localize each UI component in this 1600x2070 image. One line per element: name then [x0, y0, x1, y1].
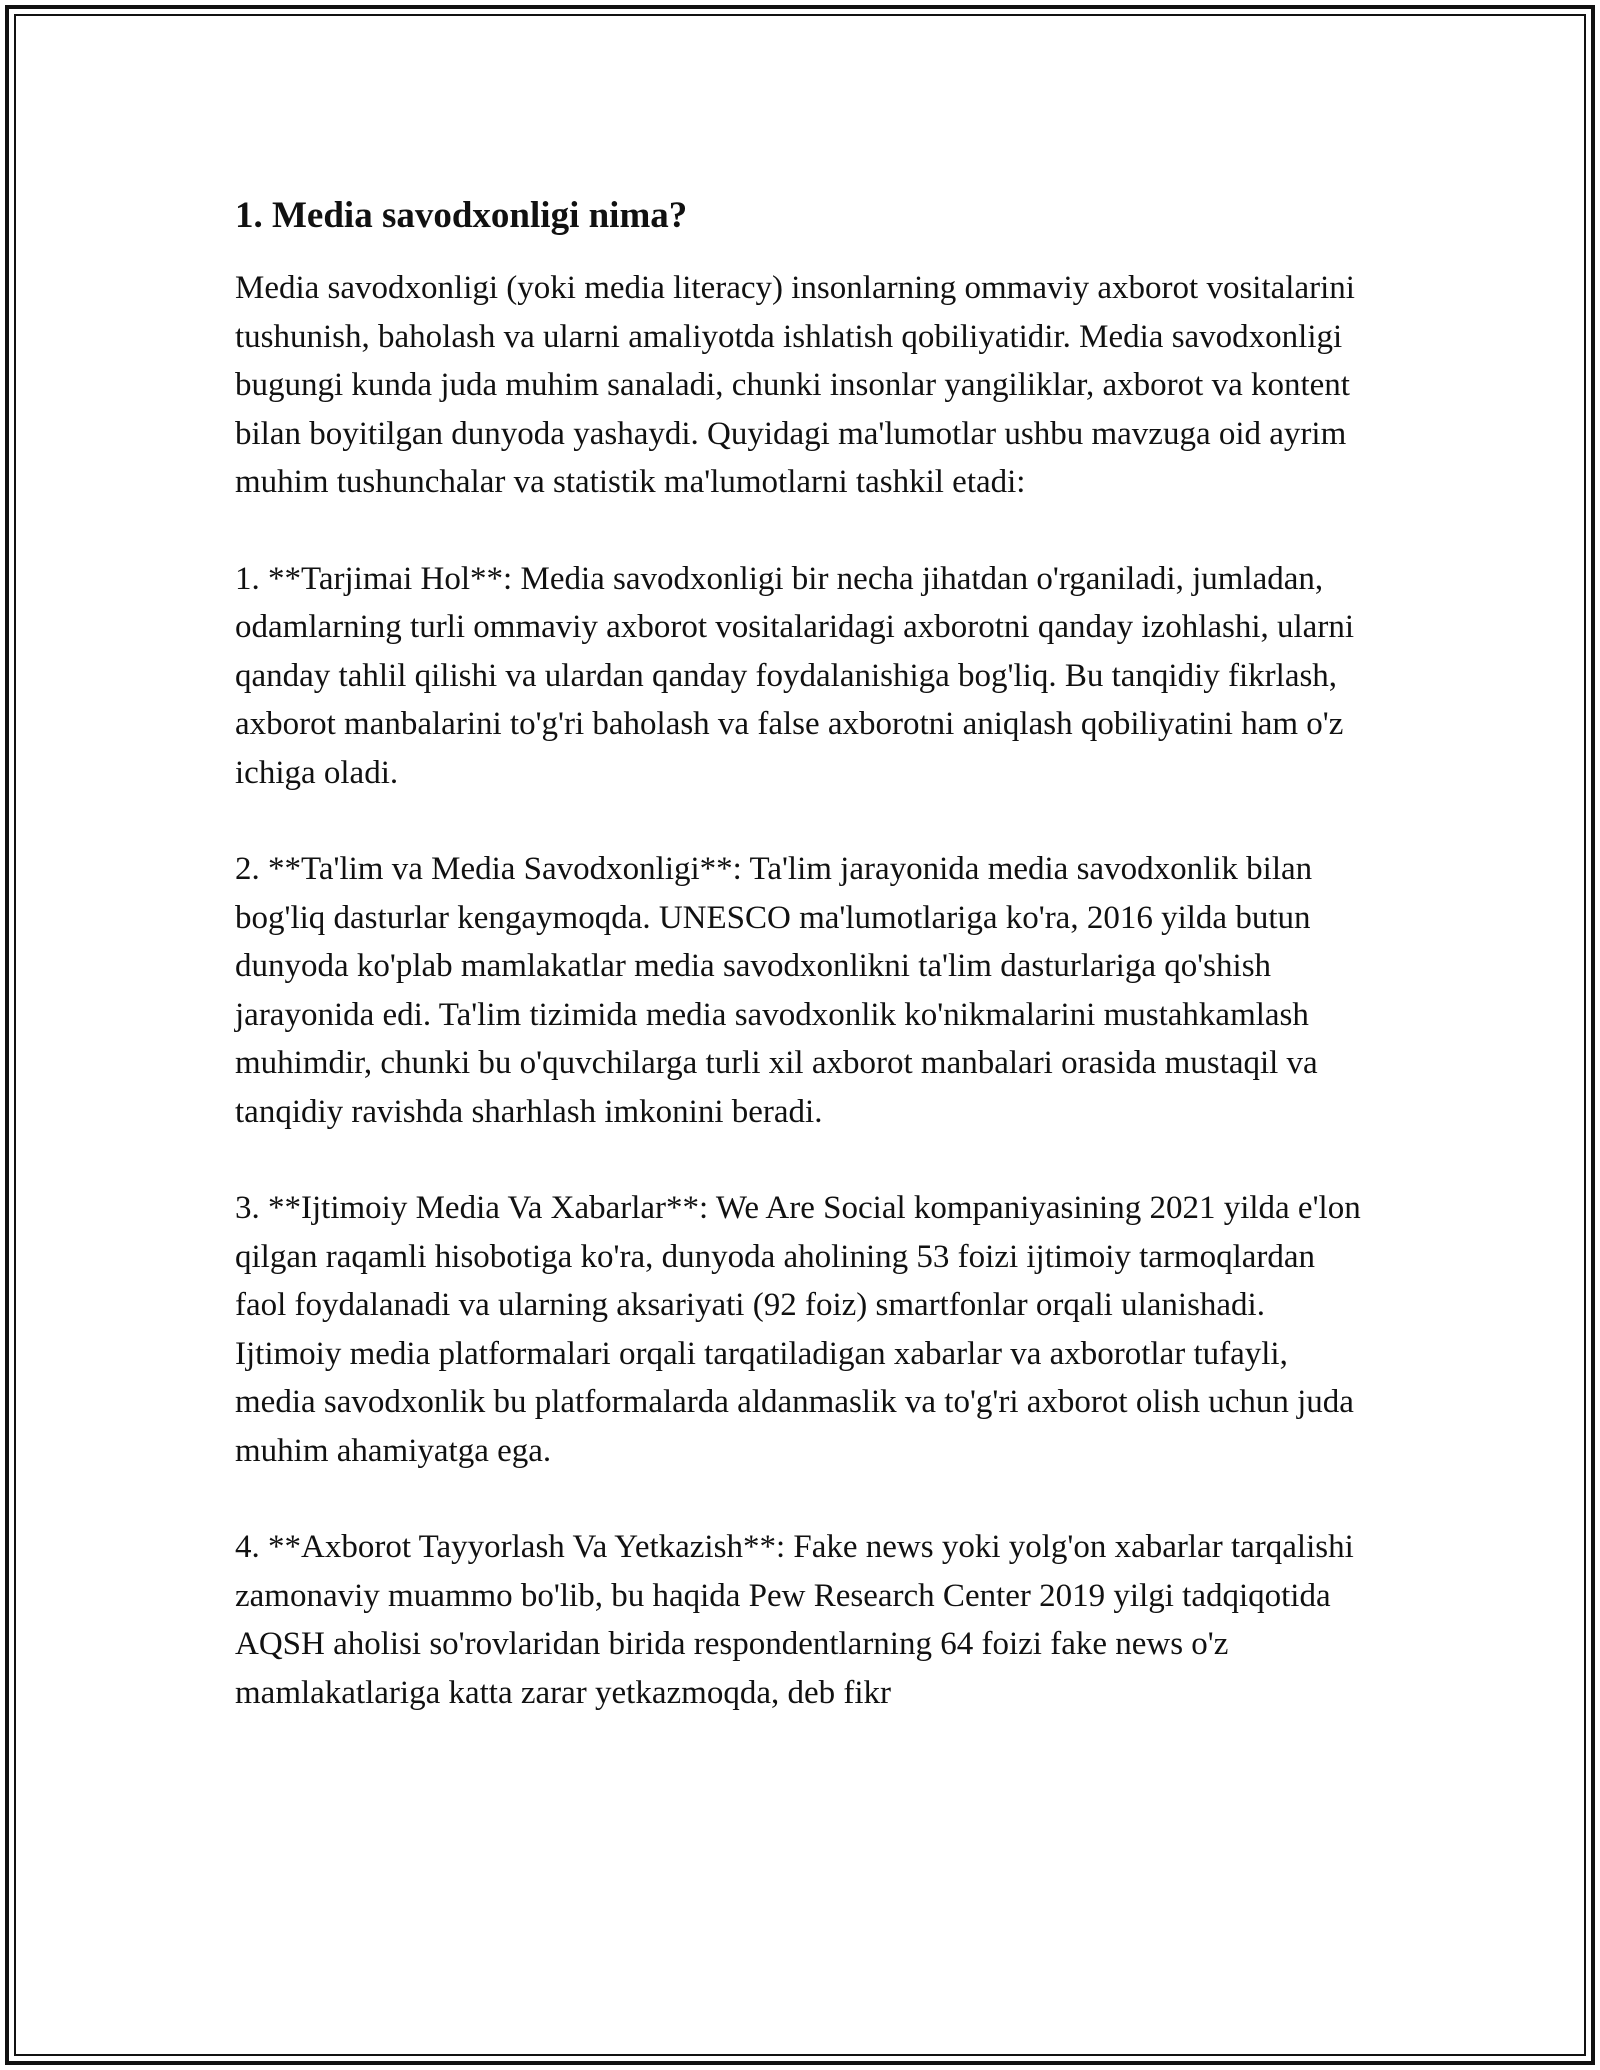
- paragraph-item-1: 1. **Tarjimai Hol**: Media savodxonligi bir necha jihatdan o'rganiladi, jumladan, odamlarning turli ommaviy axborot vositalaridagi axborotni qanday izohlashi, ularni qanday tahlil qilishi va ulardan qanday foydalanishiga bog'liq. Bu tanqidiy fikrlash, axborot manbalarini to'g'ri baholash va false axborotni aniqlash qobiliyatini ham o'z ichiga oladi.: [235, 560, 1354, 791]
- paragraph-item-3: 3. **Ijtimoiy Media Va Xabarlar**: We Are Social kompaniyasining 2021 yilda e'lon qilgan raqamli hisobotiga ko'ra, dunyoda aholining 53 foizi ijtimoiy tarmoqlardan faol foydalanadi va ularning aksariyati (92 foiz) smartfonlar orqali ulanishadi. Ijtimoiy media platformalari orqali tarqatiladigan xabarlar va axborotlar tufayli, media savodxonlik bu platformalarda aldanmaslik va to'g'ri axborot olish uchun juda muhim ahamiyatga ega.: [235, 1190, 1361, 1469]
- document-body: [235, 188, 1365, 1765]
- paragraph-intro: Media savodxonligi (yoki media literacy) insonlarning ommaviy axborot vositalarini tushunish, baholash va ularni amaliyotda ishlatish qobiliyatidir. Media savodxonligi bugungi kunda juda muhim sanaladi, chunki insonlar yangiliklar, axborot va kontent bilan boyitilgan dunyoda yashaydi. Quyidagi ma'lumotlar ushbu mavzuga oid ayrim muhim tushunchalar va statistik ma'lumotlarni tashkil etadi:: [235, 270, 1355, 500]
- paragraph-item-4: 4. **Axborot Tayyorlash Va Yetkazish**: Fake news yoki yolg'on xabarlar tarqalishi zamonaviy muammo bo'lib, bu haqida Pew Research Center 2019 yilgi tadqiqotida AQSH aholisi so'rovlaridan birida respondentlarning 64 foizi fake news o'z mamlakatlariga katta zarar yetkazmoqda, deb fikr: [235, 1529, 1354, 1711]
- paragraph-item-2: 2. **Ta'lim va Media Savodxonligi**: Ta'lim jarayonida media savodxonlik bilan bog'liq dasturlar kengaymoqda. UNESCO ma'lumotlariga ko'ra, 2016 yilda butun dunyoda ko'plab mamlakatlar media savodxonlikni ta'lim dasturlariga qo'shish jarayonida edi. Ta'lim tizimida media savodxonlik ko'nikmalarini mustahkamlash muhimdir, chunki bu o'quvchilarga turli xil axborot manbalari orasida mustaqil va tanqidiy ravishda sharhlash imkonini beradi.: [235, 851, 1318, 1130]
- section-heading: 1. Media savodxonligi nima?: [235, 195, 688, 236]
